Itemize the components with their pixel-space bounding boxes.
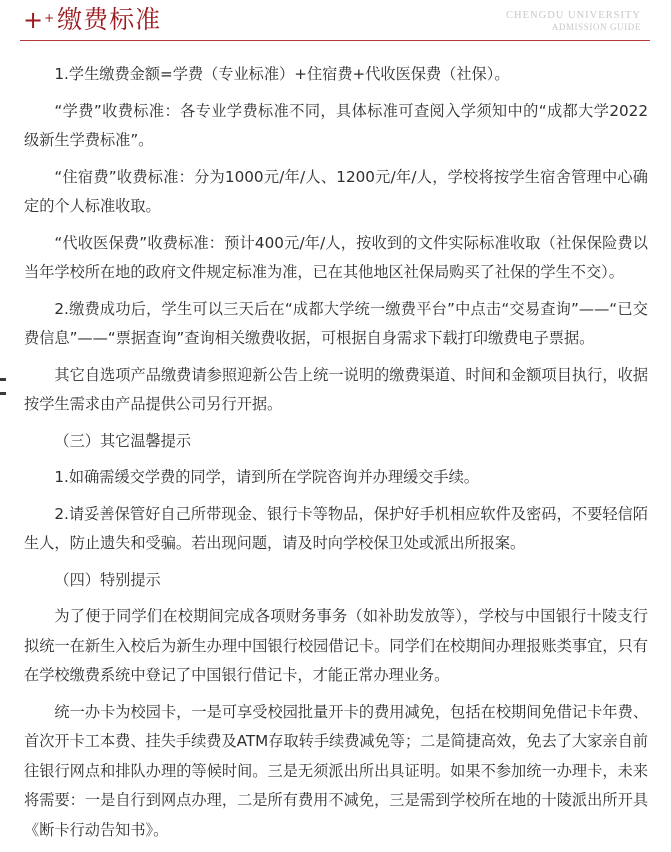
paragraph-campus-card: 统一办卡为校园卡，一是可享受校园批量开卡的费用减免，包括在校期间免借记卡年费、首次开卡工本费、挂失手续费及ATM存取转手续费减免等；二是简捷高效，免去了大家亲自前往银行网点和排队办理的等候时间。三是无须派出所出具证明。如果不参加统一办理卡，未来将需要：一是自行到网点办理，二是所有费用不减免，三是需到学校所在地的十陵派出所开具《断卡行动告知书》。 [24,702,648,839]
paragraph-accommodation: “住宿费”收费标准：分为1000元/年/人、1200元/年/人，学校将按学生宿舍管理中心确定的个人标准收取。 [24,167,648,215]
paragraph-tuition: “学费”收费标准：各专业学费标准不同，具体标准可查阅入学须知中的“成都大学2022级新生学费标准”。 [24,101,648,149]
paragraph-fee-formula: 1.学生缴费金额=学费（专业标准）+住宿费+代收医保费（社保）。 [54,65,510,83]
edge-mark [0,392,6,395]
admission-guide-label: ADMISSION GUIDE [551,22,641,32]
heading-special-notice: （四）特别提示 [54,570,161,589]
paragraph-deferred-tuition: 1.如确需缓交学费的同学，请到所在学院咨询并办理缓交手续。 [54,468,479,486]
title-plus-icon: ++ [23,6,56,34]
title-divider [20,40,650,41]
body-content [24,60,648,852]
heading-reminders: （三）其它温馨提示 [54,431,192,450]
title-text: 缴费标准 [57,5,162,34]
paragraph-receipt-query: 2.缴费成功后，学生可以三天后在“成都大学统一缴费平台”中点击“交易查询”——“已交费信息”——“票据查询”查询相关缴费收据，可根据自身需求下载打印缴费电子票据。 [24,299,648,347]
paragraph-optional-products: 其它自选项产品缴费请参照迎新公告上统一说明的缴费渠道、时间和金额项目执行，收据按学生需求由产品提供公司另行开据。 [24,365,648,413]
edge-mark [0,378,6,381]
university-name: CHENGDU UNIVERSITY [506,10,641,21]
section-title [23,4,161,36]
paragraph-medical-insurance: “代收医保费”收费标准：预计400元/年/人，按收到的文件实际标准收取（社保保险费以当年学校所在地的政府文件规定标准为准，已在其他地区社保局购买了社保的学生不交）。 [24,233,648,281]
paragraph-bank-card: 为了便于同学们在校期间完成各项财务事务（如补助发放等），学校与中国银行十陵支行拟统一在新生入校后为新生办理中国银行校园借记卡。同学们在校期间办理报账类事宜，只有在学校缴费系统中登记了中国银行借记卡，才能正常办理业务。 [24,607,648,684]
paragraph-safety: 2.请妥善保管好自己所带现金、银行卡等物品，保护好手机相应软件及密码，不要轻信陌生人，防止遗失和受骗。若出现问题，请及时向学校保卫处或派出所报案。 [24,504,648,552]
page-header [0,0,671,48]
